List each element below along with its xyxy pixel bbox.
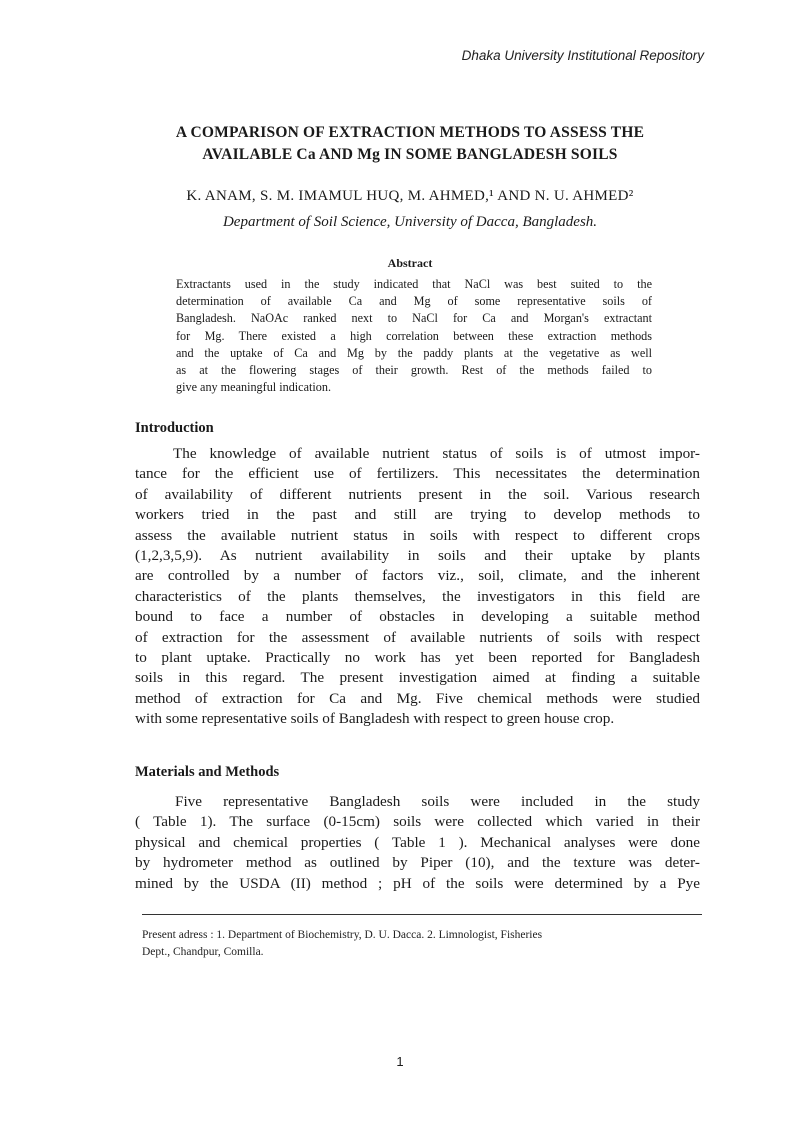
abstract-line: Bangladesh. NaOAc ranked next to NaCl for Ca and Morgan's extractant [176, 311, 652, 326]
abstract-line: as at the flowering stages of their growth. Rest of the methods failed to [176, 363, 652, 378]
body-line: method of extraction for Ca and Mg. Five chemical methods were studied [135, 689, 700, 707]
title-line: AVAILABLE Ca AND Mg IN SOME BANGLADESH SOILS [202, 146, 618, 163]
abstract-body [176, 276, 652, 396]
methods-body [135, 792, 700, 894]
footnote [142, 927, 702, 961]
body-line: with some representative soils of Bangladesh with respect to green house crop. [135, 710, 615, 728]
abstract-line: Extractants used in the study indicated that NaCl was best suited to the [176, 277, 652, 291]
body-line: workers tried in the past and still are trying to develop methods to [135, 506, 700, 524]
body-line: ( Table 1). The surface (0-15cm) soils were collected which varied in their [135, 813, 700, 831]
body-line: of extraction for the assessment of available nutrients of soils with respect [135, 628, 700, 646]
introduction-heading: Introduction [135, 420, 214, 436]
abstract-line: determination of available Ca and Mg of some representative soils of [176, 294, 652, 309]
title-line: A COMPARISON OF EXTRACTION METHODS TO ASSESS THE [175, 124, 645, 141]
body-line: physical and chemical properties ( Table 1 ). Mechanical analyses were done [135, 833, 700, 851]
introduction-body [135, 444, 700, 730]
abstract-line: and the uptake of Ca and Mg by the paddy plants at the vegetative as well [176, 345, 652, 360]
body-line: bound to face a number of obstacles in developing a suitable method [135, 608, 700, 626]
body-line: are controlled by a number of factors viz., soil, climate, and the inherent [135, 567, 700, 585]
abstract-line: give any meaningful indication. [176, 380, 332, 395]
methods-heading: Materials and Methods [135, 764, 280, 780]
footnote-line: Present adress : 1. Department of Biochemistry, D. U. Dacca. 2. Limnologist, Fisheries [142, 929, 543, 941]
body-line: (1,2,3,5,9). As nutrient availability in soils and their uptake by plants [135, 547, 700, 565]
body-line: soils in this regard. The present investigation aimed at finding a suitable [135, 669, 700, 687]
repository-header: Dhaka University Institutional Repository [461, 48, 704, 63]
body-line: assess the available nutrient status in soils with respect to different crops [135, 526, 700, 544]
body-line: to plant uptake. Practically no work has yet been reported for Bangladesh [135, 649, 700, 667]
body-line: tance for the efficient use of fertilizers. This necessitates the determination [135, 465, 700, 483]
body-line: mined by the USDA (II) method ; pH of the soils were determined by a Pye [135, 874, 700, 892]
abstract-heading: Abstract [387, 256, 433, 270]
footnote-line: Dept., Chandpur, Comilla. [142, 946, 264, 958]
body-line: The knowledge of available nutrient status of soils is of utmost impor- [173, 445, 700, 462]
body-line: by hydrometer method as outlined by Piper (10), and the texture was deter- [135, 854, 700, 872]
affiliation: Department of Soil Science, University of Dacca, Bangladesh. [222, 214, 598, 230]
body-line: characteristics of the plants themselves, the investigators in this field are [135, 587, 700, 605]
body-line: Five representative Bangladesh soils were included in the study [175, 793, 700, 810]
paper-title [120, 122, 700, 166]
abstract-line: for Mg. There existed a high correlation between these extraction methods [176, 328, 652, 343]
page-number: 1 [396, 1054, 404, 1069]
footnote-divider [142, 914, 702, 915]
body-line: of availability of different nutrients present in the soil. Various research [135, 485, 700, 503]
author-list: K. ANAM, S. M. IMAMUL HUQ, M. AHMED,¹ AND N. U. AHMED² [186, 188, 634, 204]
